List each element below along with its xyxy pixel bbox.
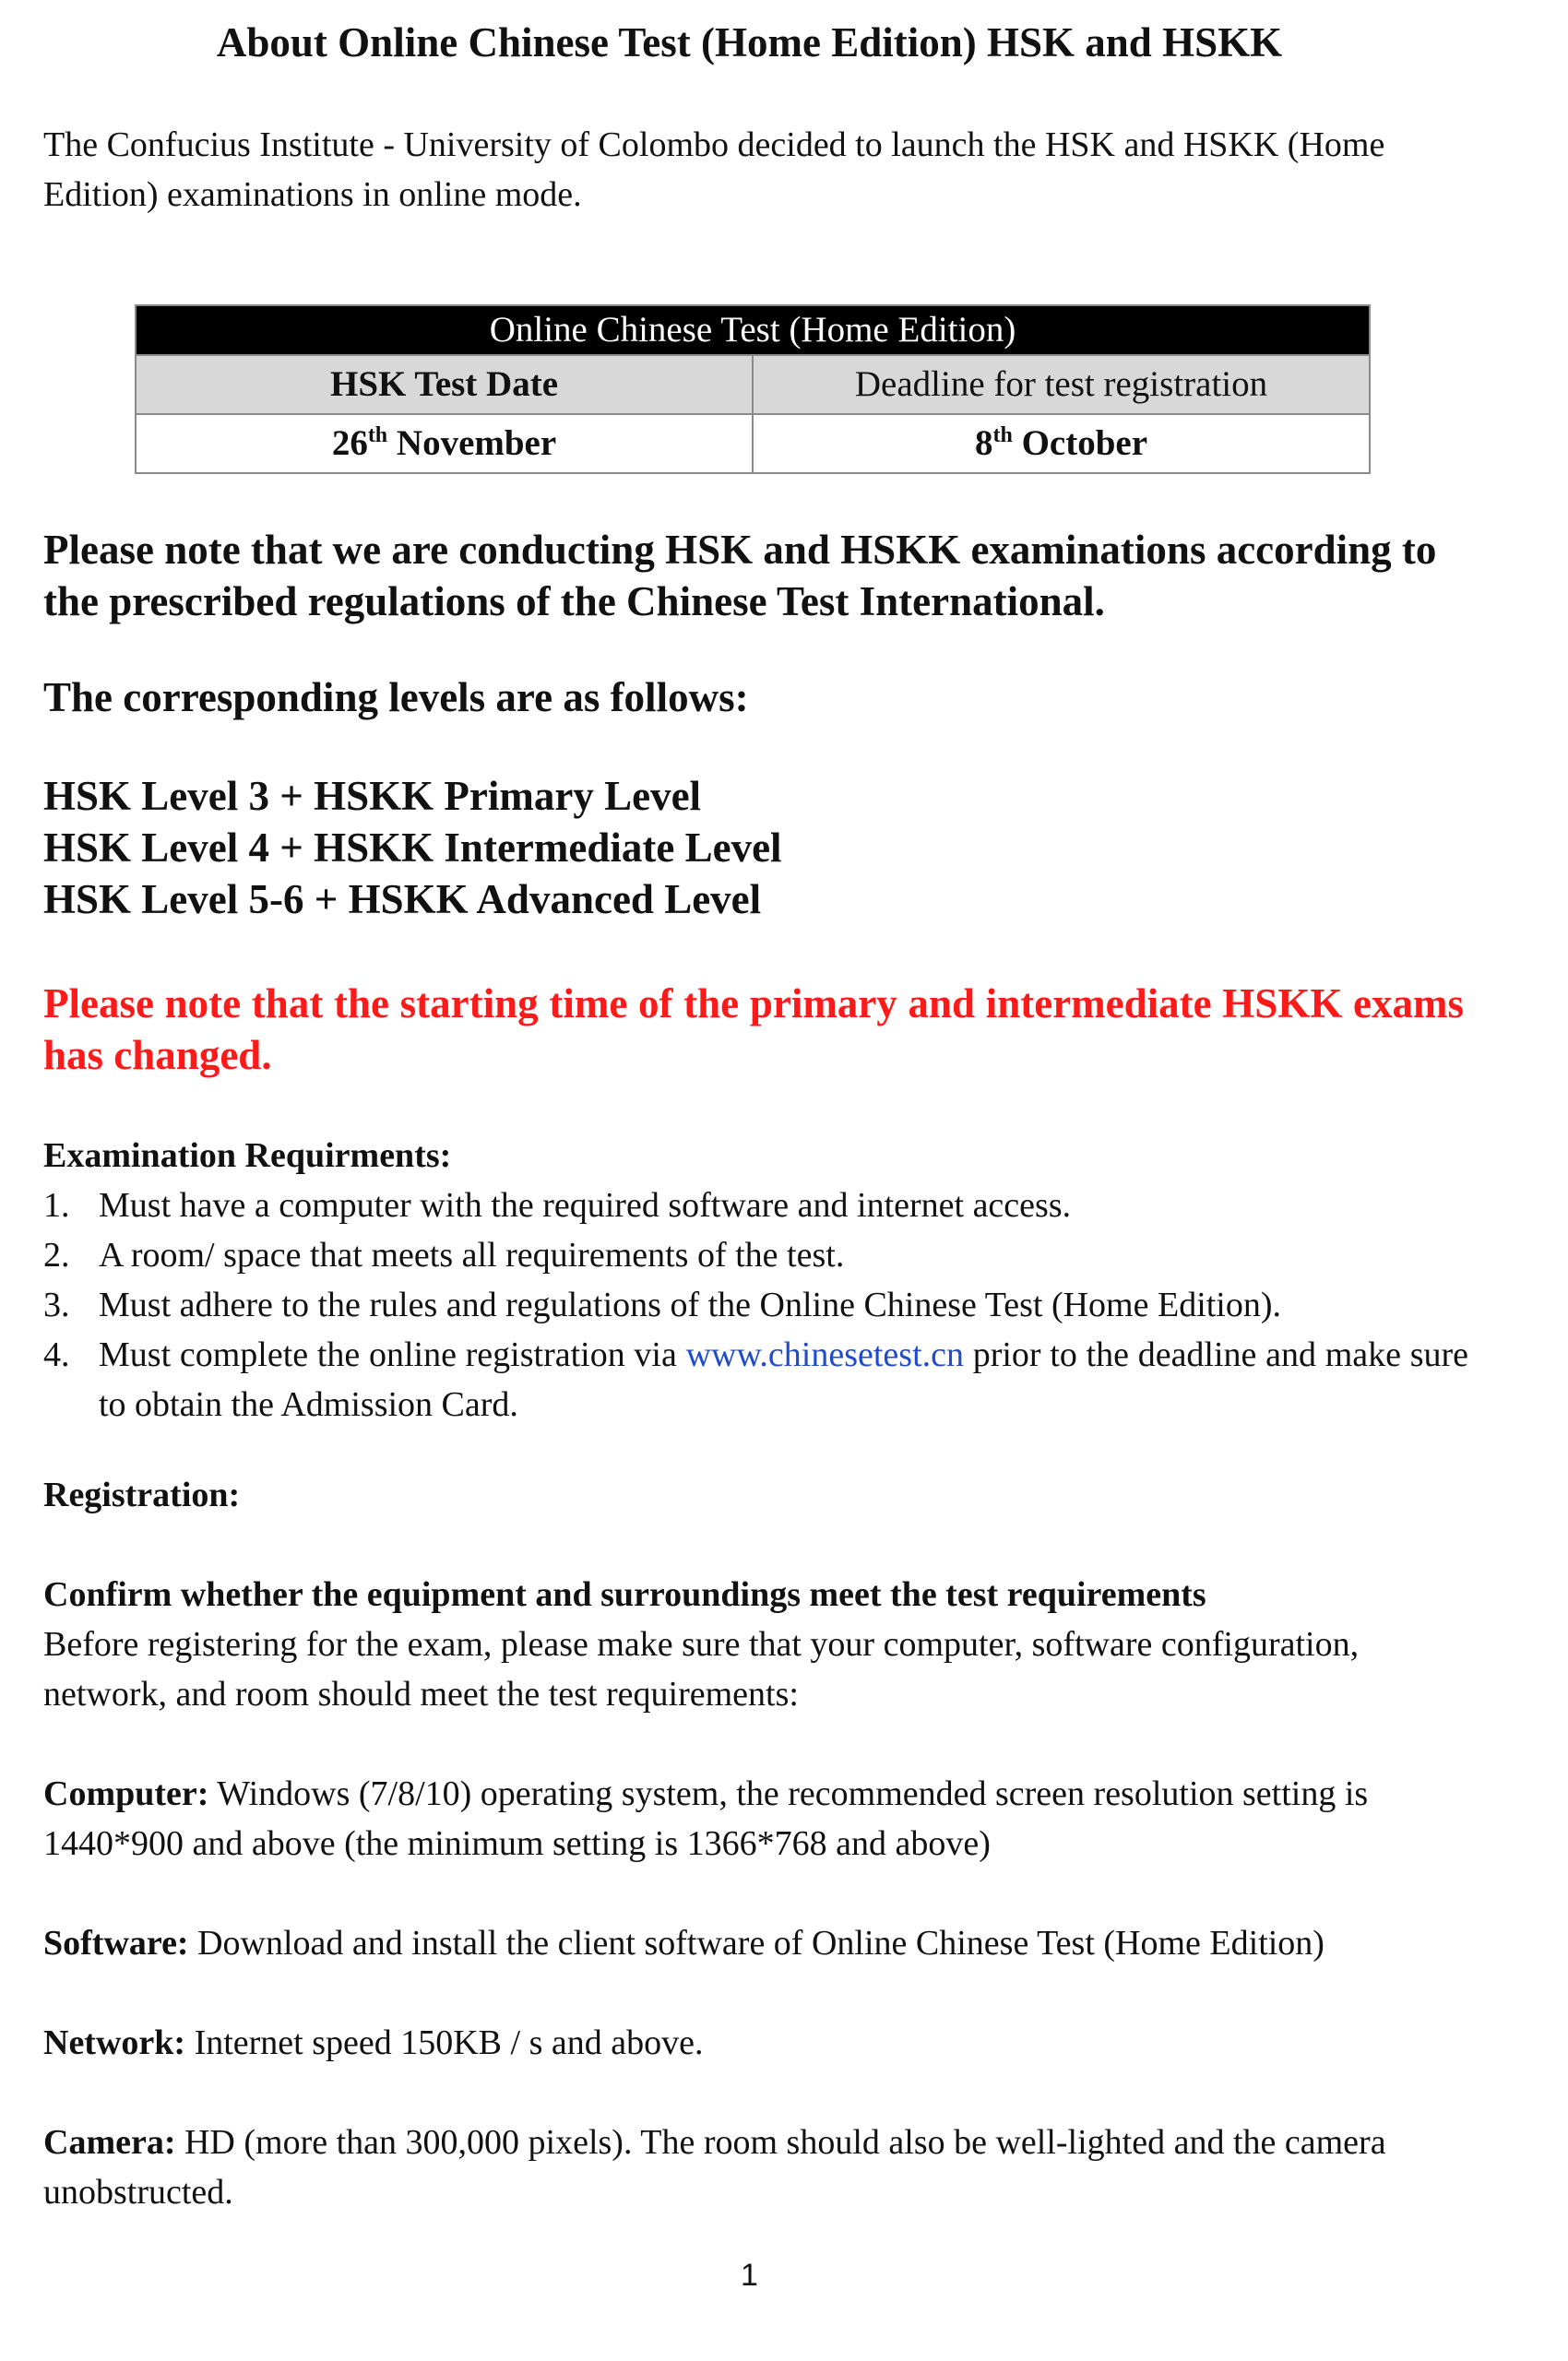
list-text: Must have a computer with the required software and internet access. [99,1186,1072,1225]
date-month: November [387,423,557,463]
regulations-notice: Please note that we are conducting HSK and HSKK examinations according to the prescribed regulations of the Chinese Test International. [43,527,1437,624]
hsk-test-date-value [137,413,752,472]
computer-spec [43,1769,1468,1869]
level-item: HSK Level 5-6 + HSKK Advanced Level [43,876,762,922]
date-day: 26 [331,423,368,463]
page-number: 1 [741,2258,758,2293]
deadline-day: 8 [974,423,993,463]
list-text: Must adhere to the rules and regulations of the Online Chinese Test (Home Edition). [99,1286,1282,1324]
list-number: 1. [43,1186,70,1225]
network-text: Internet speed 150KB / s and above. [185,2023,704,2062]
confirm-paragraph: Before registering for the exam, please make sure that your computer, software configuration, network, and room should meet the test requirements: [43,1625,1360,1714]
registration-heading: Registration: [43,1476,241,1514]
camera-label: Camera: [43,2123,176,2162]
document-title: About Online Chinese Test (Home Edition) HSK and HSKK [216,19,1283,65]
levels-list [43,770,1464,925]
deadline-month: October [1012,423,1148,463]
level-item: HSK Level 4 + HSKK Intermediate Level [43,825,782,871]
list-text-before-link: Must complete the online registration via [99,1335,686,1374]
list-item [43,1230,1468,1280]
date-ordinal: th [367,423,388,447]
list-number: 3. [43,1286,70,1324]
software-text: Download and install the client software of Online Chinese Test (Home Edition) [188,1924,1324,1963]
test-schedule-table [135,304,1371,474]
list-number: 4. [43,1335,70,1374]
hsk-test-date-label: HSK Test Date [137,354,752,413]
chinesetest-link[interactable]: www.chinesetest.cn [685,1335,965,1374]
requirements-heading: Examination Requirments: [43,1136,452,1175]
list-item [43,1180,1468,1230]
level-item: HSK Level 3 + HSKK Primary Level [43,773,702,819]
levels-heading: The corresponding levels are as follows: [43,674,749,720]
table-label-row [137,354,1369,413]
list-text-after-link: prior to the deadline and make sure to obtain the Admission Card. [99,1335,1469,1424]
computer-label: Computer: [43,1774,209,1813]
registration-deadline-value [752,413,1369,472]
software-spec [43,1918,1468,1968]
intro-paragraph: The Confucius Institute - University of Colombo decided to launch the HSK and HSKK (Home Edition) examinations in online mode. [43,125,1385,214]
network-label: Network: [43,2023,186,2062]
list-item [43,1280,1468,1330]
table-value-row [137,413,1369,472]
network-spec [43,2018,1468,2068]
list-text [99,1330,1468,1430]
time-change-notice: Please note that the starting time of the primary and intermediate HSKK exams has changed. [43,980,1464,1078]
deadline-ordinal: th [992,423,1013,447]
requirements-list [43,1180,1468,1430]
software-label: Software: [43,1924,189,1963]
camera-text: HD (more than 300,000 pixels). The room should also be well-lighted and the camera unobstructed. [43,2123,1386,2212]
list-text: A room/ space that meets all requirements of the test. [99,1236,845,1275]
computer-text: Windows (7/8/10) operating system, the recommended screen resolution setting is 1440*900 and above (the minimum setting is 1366*768 and above) [43,1774,1369,1863]
registration-deadline-label: Deadline for test registration [752,354,1369,413]
camera-spec [43,2118,1468,2217]
table-header: Online Chinese Test (Home Edition) [137,306,1369,354]
list-item [43,1330,1468,1430]
list-number: 2. [43,1236,70,1275]
confirm-heading: Confirm whether the equipment and surroundings meet the test requirements [43,1575,1206,1614]
